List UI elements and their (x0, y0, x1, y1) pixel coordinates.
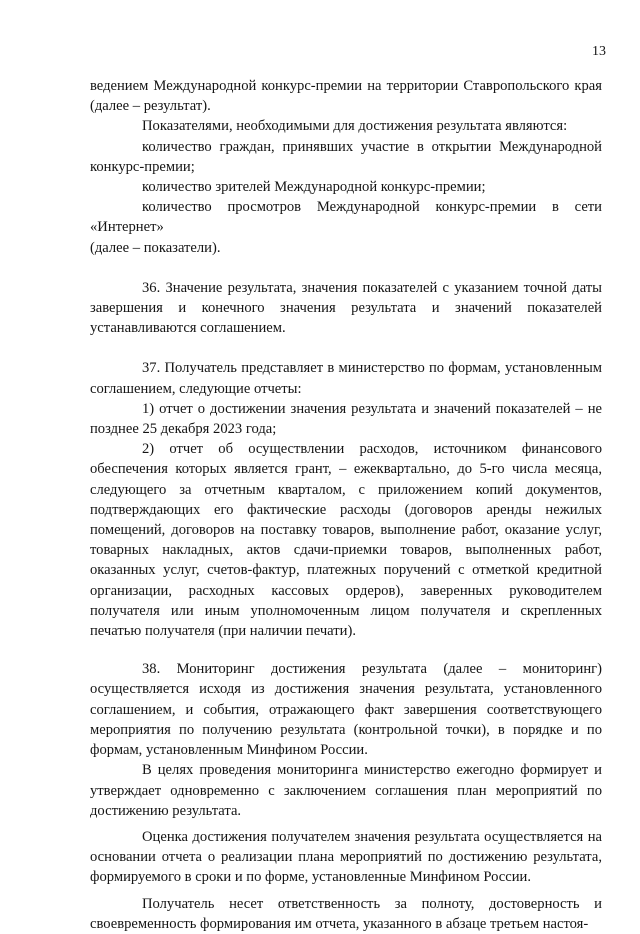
page-number: 13 (592, 44, 606, 59)
paragraph-clause-38: 38. Мониторинг достижения результата (далее – мониторинг) осуществляется исходя из достижения значения результата, установленного соглашением, и события, отражающего факт завершения соответствующего мероприятия по получению результата (контрольной точки), в порядке и по формам, установленным Минфином России. (90, 661, 602, 759)
paragraph-report-2: 2) отчет об осуществлении расходов, источником финансового обеспечения которых является грант, – ежеквартально, до 5-го числа месяца, следующего за отчетным кварталом, с приложением копий документов, подтверждающих его фактические расходы (договоров аренды нежилых помещений, договоров на поставку товаров, выполнение работ, оказание услуг, товарных накладных, актов сдачи-приемки товаров, выполненных работ, оказанных услуг, счетов-фактур, платежных поручений с отметкой кредитной организации, расходных кассовых ордеров), заверенных руководителем получателя или иным уполномоченным лицом получателя и скрепленных печатью получателя (при наличии печати). (90, 441, 602, 640)
paragraph-indicator-participants: количество граждан, принявших участие в открытии Международной конкурс-премии; (90, 138, 602, 175)
paragraph-indicator-views: количество просмотров Международной конкурс-премии в сети «Интернет» (90, 199, 602, 236)
paragraph-responsibility: Получатель несет ответственность за полноту, достоверность и своевременность формирования им отчета, указанного в абзаце третьем настоя- (90, 895, 602, 932)
paragraph-indicators-definition: (далее – показатели). (90, 239, 221, 256)
paragraph-assessment: Оценка достижения получателем значения результата осуществляется на основании отчета о реализации плана мероприятий по достижению результата, формируемого в сроки и по форме, установленные Минфином России. (90, 828, 602, 886)
paragraph-clause-37: 37. Получатель представляет в министерство по формам, установленным соглашением, следующие отчеты: (90, 360, 602, 397)
paragraph-indicators-intro: Показателями, необходимыми для достижения результата являются: (142, 118, 568, 135)
spacer (90, 258, 602, 278)
spacer (90, 641, 602, 659)
paragraph-monitoring-plan: В целях проведения мониторинга министерство ежегодно формирует и утверждает одновременно с заключением соглашения план мероприятий по достижению результата. (90, 762, 602, 819)
paragraph-indicator-spectators: количество зрителей Международной конкурс-премии; (142, 179, 486, 196)
paragraph-report-1: 1) отчет о достижении значения результата и значений показателей – не позднее 25 декабря 2023 года; (90, 400, 602, 438)
document-body (90, 76, 602, 934)
paragraph-result-continuation: ведением Международной конкурс-премии на территории Ставропольского края (далее – результат). (90, 78, 602, 115)
spacer (90, 338, 602, 358)
paragraph-clause-36: 36. Значение результата, значения показателей с указанием точной даты завершения и конечного значения результата и значений показателей устанавливаются соглашением. (90, 279, 602, 337)
